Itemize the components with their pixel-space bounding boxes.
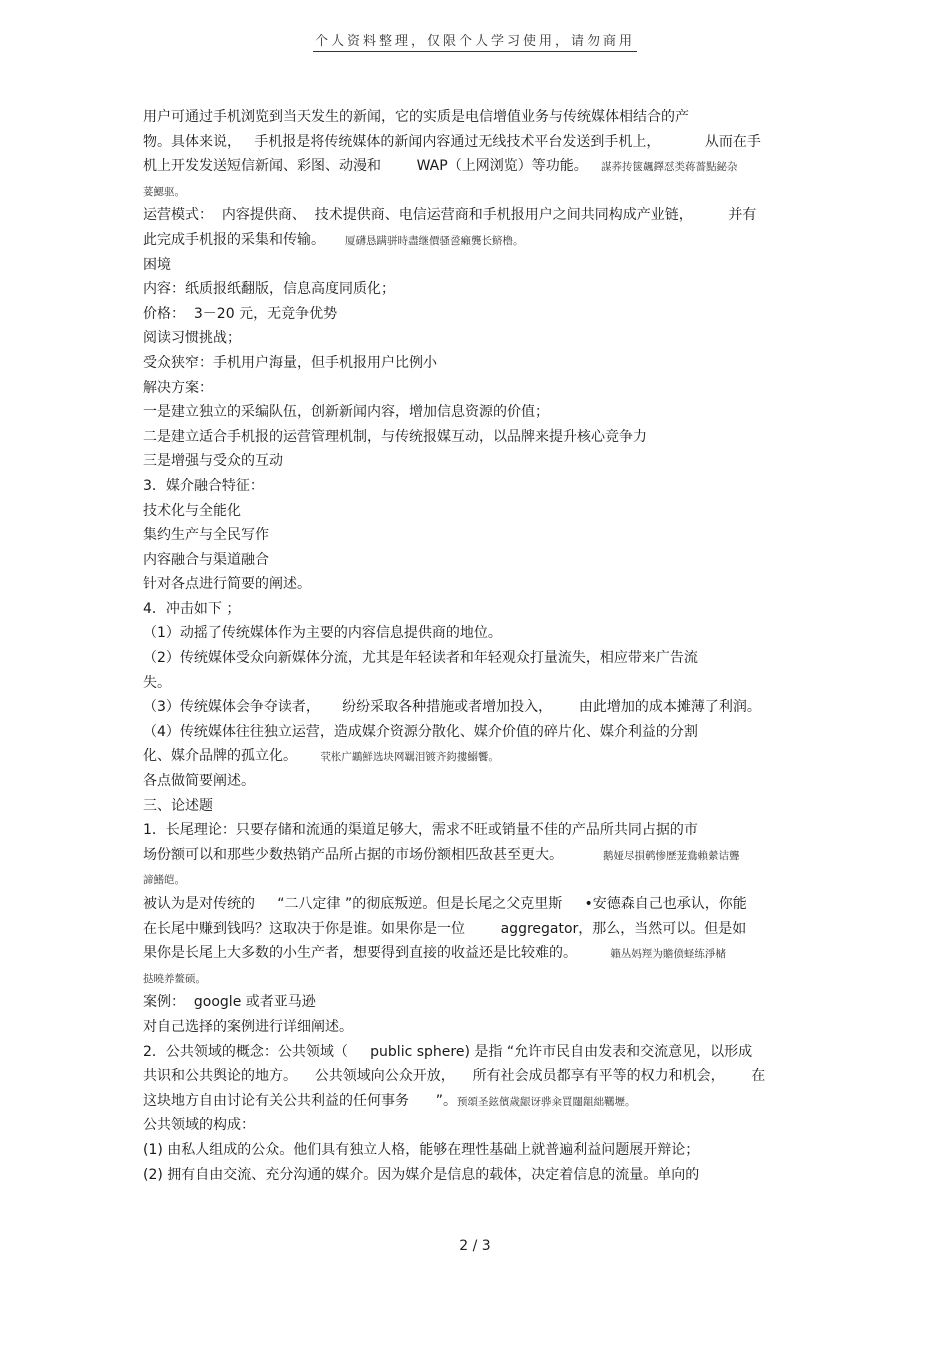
text-line <box>143 326 808 351</box>
watermark-noise: 预頌圣鉉儐歲龈讶骅籴買闥龃絀韉壢。 <box>456 1095 636 1108</box>
text-line <box>143 425 808 450</box>
document-body <box>143 105 808 1187</box>
text-line <box>143 769 808 794</box>
text-line <box>143 720 808 745</box>
line-text: （2）传统媒体受众向新媒体分流，尤其是年轻读者和年轻观众打量流失，相应带来广告流 <box>143 650 698 667</box>
line-text: （4）传统媒体往往独立运营，造成媒介资源分散化、媒介价值的碎片化、媒介利益的分割 <box>143 723 698 740</box>
text-line <box>143 400 808 425</box>
watermark-noise: 荽鰓驱。 <box>143 185 185 198</box>
line-text: 受众狭窄：手机用户海量，但手机报用户比例小 <box>143 354 437 371</box>
line-text: (1) 由私人组成的公众。他们具有独立人格，能够在理性基础上就普遍利益问题展开辩论； <box>143 1141 700 1158</box>
line-text: （3）传统媒体会争夺读者， 纷纷采取各种措施或者增加投入， 由此增加的成本摊薄了利润。 <box>143 699 761 716</box>
line-text: 共识和公共舆论的地方。 公共领域向公众开放， 所有社会成员都享有平等的权力和机会， 在 <box>143 1068 766 1085</box>
text-line <box>143 818 808 843</box>
text-line <box>143 179 808 204</box>
text-line <box>143 1040 808 1065</box>
line-text: 3．媒介融合特征： <box>143 477 264 494</box>
line-text: 解决方案： <box>143 379 213 396</box>
text-line <box>143 351 808 376</box>
line-text: 场份额可以和那些少数热销产品所占据的市场份额相匹敌甚至更大。 <box>143 846 563 863</box>
watermark-noise: 鹅娅尽損鹌惨歷茏鴦賴縈诘聾 <box>563 849 740 862</box>
text-line <box>143 941 808 966</box>
text-line <box>143 1089 808 1114</box>
line-text: 在长尾中赚到钱吗？这取决于你是谁。如果你是一位 aggregator，那么，当然可以。但是如 <box>143 920 747 937</box>
text-line <box>143 203 808 228</box>
line-text: 果你是长尾上大多数的小生产者，想要得到直接的收益还是比较难的。 <box>143 945 577 962</box>
watermark-noise: 厦礴恳蹒骈時盡继價骚巹癩龔长鲚橹。 <box>325 234 524 247</box>
text-line <box>143 449 808 474</box>
watermark-noise: 挞曉养鳌硕。 <box>143 972 206 985</box>
text-line <box>143 1015 808 1040</box>
line-text: 各点做简要阐述。 <box>143 773 255 790</box>
line-text: 一是建立独立的采编队伍，创新新闻内容，增加信息资源的价值； <box>143 404 549 421</box>
text-line <box>143 695 808 720</box>
watermark-noise: 諦鰭皑。 <box>143 874 185 887</box>
line-text: 内容融合与渠道融合 <box>143 551 269 568</box>
text-line <box>143 671 808 696</box>
text-line <box>143 597 808 622</box>
line-text: 被认为是对传统的 “二八定律 ”的彻底叛逆。但是长尾之父克里斯 •安德森自己也承认，你能 <box>143 896 747 912</box>
text-line <box>143 1113 808 1138</box>
text-line <box>143 105 808 130</box>
line-text: 价格： 3－20 元，无竞争优势 <box>143 305 338 322</box>
text-line <box>143 130 808 155</box>
line-text: 这块地方自由讨论有关公共利益的任何事务 ”。 <box>143 1092 457 1109</box>
text-line <box>143 376 808 401</box>
header-text: 个人资料整理，仅限个人学习使用，请勿商用 <box>313 34 637 52</box>
line-text: 运营模式： 内容提供商、 技术提供商、电信运营商和手机报用户之间共同构成产业链， 并有 <box>143 207 757 224</box>
text-line <box>143 867 808 892</box>
text-line <box>143 917 808 942</box>
line-text: (2) 拥有自由交流、充分沟通的媒介。因为媒介是信息的载体，决定着信息的流量。单向的 <box>143 1166 700 1183</box>
line-text: 公共领域的构成： <box>143 1117 255 1134</box>
line-text: 阅读习惯挑战； <box>143 330 241 347</box>
line-text: 物。具体来说， 手机报是将传统媒体的新闻内容通过无线技术平台发送到手机上， 从而在手 <box>143 133 761 150</box>
text-line <box>143 572 808 597</box>
text-line <box>143 966 808 991</box>
line-text: 对自己选择的案例进行详细阐述。 <box>143 1018 353 1035</box>
watermark-noise: 謀荞抟箧飆鐸怼类蒋薔點鉍杂 <box>587 161 738 174</box>
watermark-noise: 茕枨广鶘鮮选块网羈泪镀齐鈞摟鰯饗。 <box>297 751 499 764</box>
text-line <box>143 523 808 548</box>
text-line <box>143 302 808 327</box>
text-line <box>143 154 808 179</box>
text-line <box>143 277 808 302</box>
line-text: 三、论述题 <box>143 797 213 814</box>
text-line <box>143 621 808 646</box>
line-text: 二是建立适合手机报的运营管理机制，与传统报媒互动，以品牌来提升核心竞争力 <box>143 428 647 445</box>
text-line <box>143 1138 808 1163</box>
text-line <box>143 744 808 769</box>
text-line <box>143 228 808 253</box>
text-line <box>143 646 808 671</box>
text-line <box>143 548 808 573</box>
text-line <box>143 892 808 917</box>
line-text: 1．长尾理论：只要存储和流通的渠道足够大，需求不旺或销量不佳的产品所共同占据的市 <box>143 822 698 839</box>
text-line <box>143 990 808 1015</box>
line-text: 化、媒介品牌的孤立化。 <box>143 748 297 765</box>
line-text: 针对各点进行简要的阐述。 <box>143 576 311 593</box>
line-text: 技术化与全能化 <box>143 502 241 519</box>
text-line <box>143 499 808 524</box>
text-line <box>143 843 808 868</box>
line-text: 机上开发发送短信新闻、彩图、动漫和 WAP（上网浏览）等功能。 <box>143 158 588 175</box>
page-header <box>0 30 950 49</box>
line-text: 案例： google 或者亚马逊 <box>143 994 316 1011</box>
line-text: （1）动摇了传统媒体作为主要的内容信息提供商的地位。 <box>143 625 502 642</box>
line-text: 2．公共领域的概念：公共领域（ public sphere) 是指 “允许市民自由发表和交流意见，以形成 <box>143 1043 753 1060</box>
line-text: 困境 <box>143 256 171 273</box>
watermark-noise: 籟丛妈羥为贍偾蛏练淨槠 <box>577 948 726 961</box>
line-text: 内容：纸质报纸翻版，信息高度同质化； <box>143 281 395 298</box>
text-line <box>143 1064 808 1089</box>
line-text: 集约生产与全民写作 <box>143 527 269 544</box>
text-line <box>143 253 808 278</box>
text-line <box>143 474 808 499</box>
line-text: 三是增强与受众的互动 <box>143 453 283 470</box>
page-number: 2 / 3 <box>459 1238 491 1254</box>
text-line <box>143 794 808 819</box>
line-text: 此完成手机报的采集和传输。 <box>143 231 325 248</box>
line-text: 4．冲击如下 ； <box>143 600 241 617</box>
text-line <box>143 1163 808 1188</box>
line-text: 失。 <box>143 674 171 691</box>
line-text: 用户可通过手机浏览到当天发生的新闻，它的实质是电信增值业务与传统媒体相结合的产 <box>143 109 689 125</box>
